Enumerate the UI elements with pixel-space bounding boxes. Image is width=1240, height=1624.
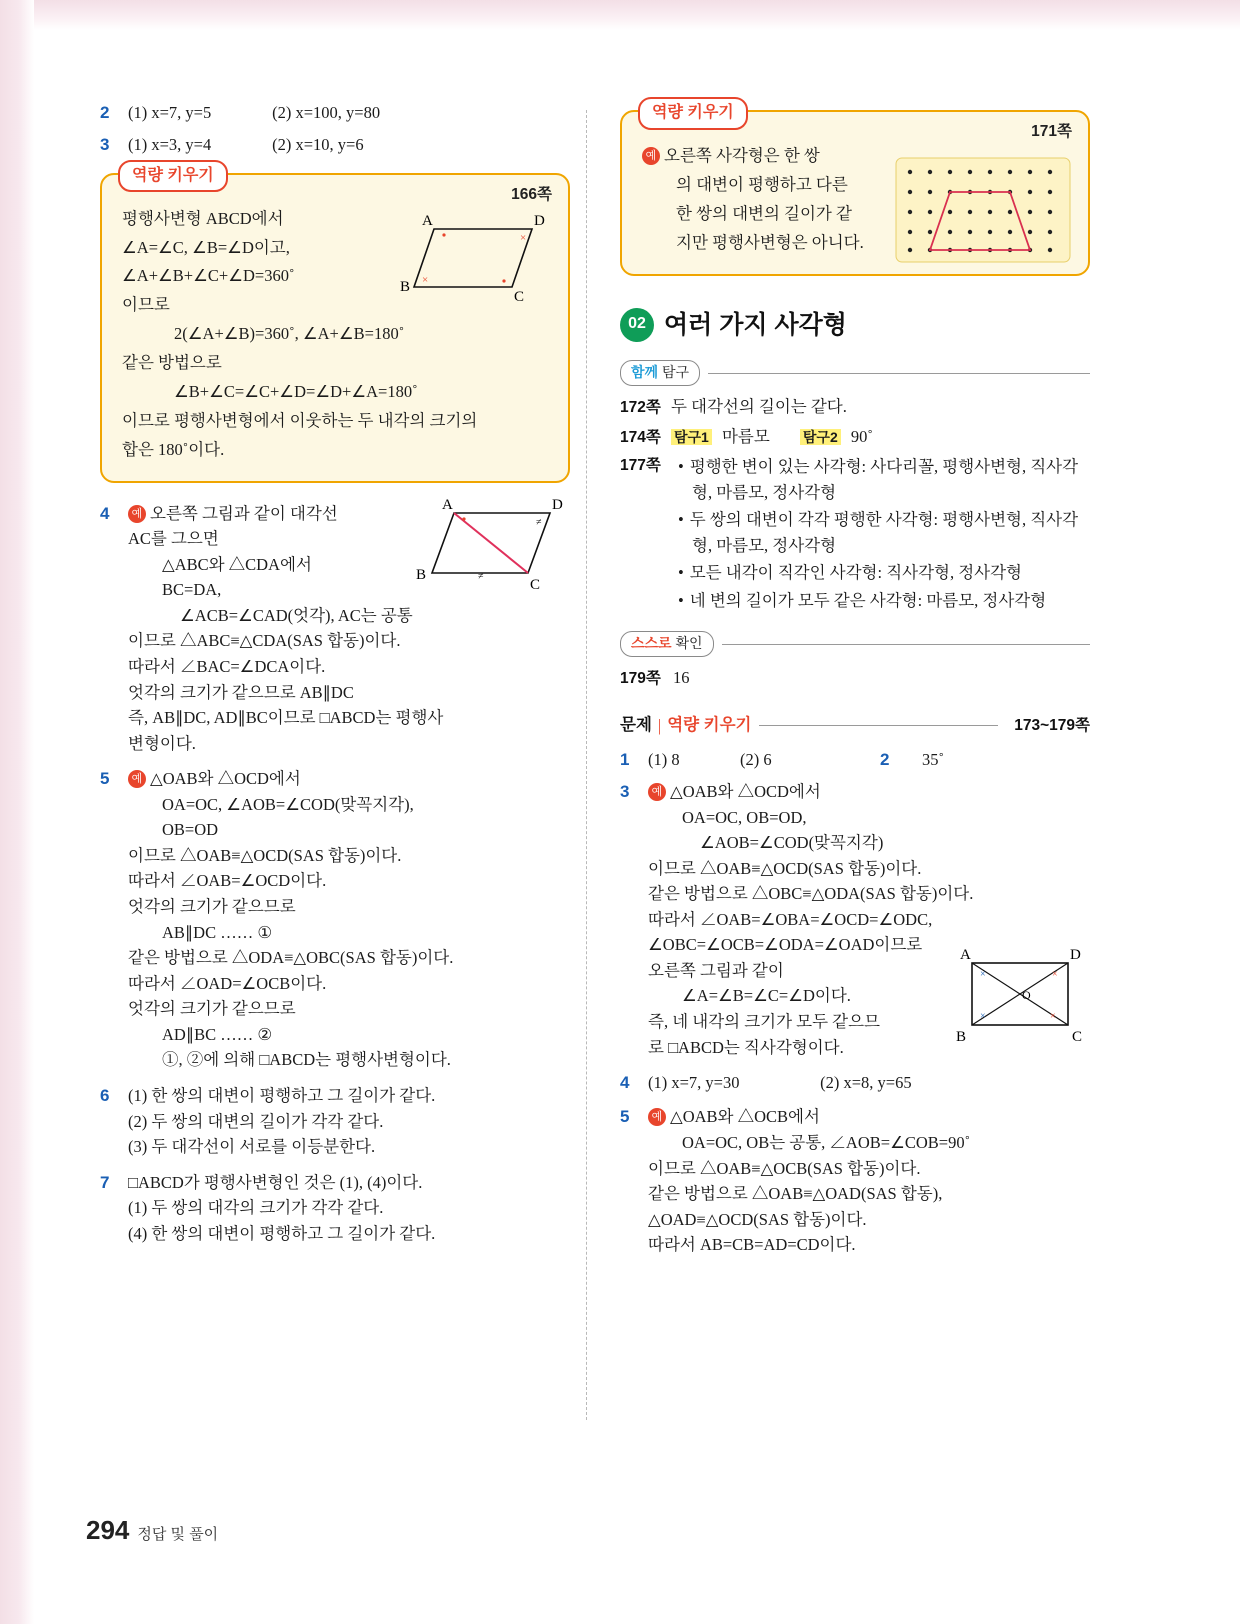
answer-item-4 — [620, 1070, 1090, 1096]
text-line: 엇각의 크기가 같으므로 — [128, 999, 296, 1019]
list-item: • 네 변의 길이가 모두 같은 사각형: 마름모, 정사각형 — [678, 588, 1090, 614]
text-line: (3) 두 대각선이 서로를 이등분한다. — [128, 1137, 376, 1157]
explore-row-177 — [620, 454, 1090, 615]
parallelogram-diagonal-figure — [410, 497, 570, 607]
capacity-body — [642, 142, 882, 258]
text-line: ∠ACB=∠CAD(엇각), AC는 공통 — [180, 605, 413, 625]
text-span: 오른쪽 그림과 같이 대각선 — [150, 503, 338, 523]
text-line: ①, ②에 의해 □ABCD는 평행사변형이다. — [162, 1050, 451, 1070]
list-item: • 두 쌍의 대변이 각각 평행한 사각형: 평행사변형, 직사각형, 마름모, 정사각형 — [678, 507, 1090, 558]
svg-text:D: D — [1070, 946, 1081, 963]
svg-text:×: × — [980, 1010, 986, 1022]
text-line: 2(∠A+∠B)=360˚, ∠A+∠B=180˚ — [174, 324, 405, 344]
answer-part: (2) x=10, y=6 — [272, 135, 364, 155]
svg-text:O: O — [1022, 987, 1031, 1002]
svg-text:×: × — [1050, 1010, 1056, 1022]
right-column — [620, 96, 1090, 1264]
svg-text:D: D — [552, 496, 563, 513]
text-span: 90˚ — [850, 426, 873, 446]
text-line: 따라서 ∠OAD=∠OCB이다. — [128, 973, 327, 993]
header-rule — [708, 373, 1090, 374]
text-line: 한 쌍의 대변의 길이가 같 — [676, 203, 852, 223]
text-line: 따라서 ∠OAB=∠OBA=∠OCD=∠ODC, — [648, 909, 933, 929]
text-span: 오른쪽 사각형은 한 쌍 — [664, 146, 820, 165]
self-check-header — [620, 631, 1090, 657]
text-line: △OAD≡△OCD(SAS 합동)이다. — [648, 1209, 867, 1229]
text-line: ∠A+∠B+∠C+∠D=360˚ — [122, 266, 295, 286]
explore-pill — [620, 360, 700, 386]
text-line: 이므로 △OAB≡△OCD(SAS 합동)이다. — [648, 858, 922, 878]
text-line: 즉, 네 내각의 크기가 모두 같으므 — [648, 1012, 880, 1032]
text-line: 로 □ABCD는 직사각형이다. — [648, 1037, 844, 1057]
list-item: • 모든 내각이 직각인 사각형: 직사각형, 정사각형 — [678, 560, 1090, 586]
answer-item-7 — [100, 1170, 570, 1247]
text-line — [648, 1104, 1090, 1130]
page-number: 294 — [86, 1515, 130, 1545]
example-badge: 예 — [128, 505, 146, 523]
text-line: 이므로 △OAB≡△OCD(SAS 합동)이다. — [128, 845, 402, 865]
capacity-box-166 — [100, 166, 570, 483]
example-badge: 예 — [648, 1108, 666, 1126]
svg-text:B: B — [416, 566, 427, 583]
text-line: 이므로 △ABC≡△CDA(SAS 합동)이다. — [128, 631, 401, 651]
text-line: 이므로 평행사변형에서 이웃하는 두 내각의 크기의 — [122, 410, 478, 430]
section-badge: 02 — [620, 308, 654, 342]
text-line: ∠AOB=∠COD(맞꼭지각) — [700, 833, 884, 853]
text-line: □ABCD가 평행사변형인 것은 (1), (4)이다. — [128, 1172, 423, 1192]
page-ref: 172쪽 — [620, 398, 661, 416]
answer-part: (2) 6 — [740, 749, 772, 769]
capacity-page-ref: 171쪽 — [1031, 123, 1072, 140]
section-header-02 — [620, 306, 1090, 345]
text-line: OA=OC, ∠AOB=∠COD(맞꼭지각), — [162, 794, 414, 814]
answer-item-3 — [100, 132, 570, 158]
text-line: (4) 한 쌍의 대변이 평행하고 그 길이가 같다. — [128, 1223, 436, 1243]
parallelogram-figure-abcd — [394, 211, 554, 311]
answer-item-5 — [620, 1104, 1090, 1257]
explore-pill-text: 탐구 — [661, 364, 690, 381]
example-badge: 예 — [128, 770, 146, 788]
svg-text:B: B — [956, 1028, 967, 1045]
self-check-row — [620, 665, 1090, 691]
page-ref: 174쪽 — [620, 428, 661, 446]
text-line: (2) 두 쌍의 대변의 길이가 각각 같다. — [128, 1111, 384, 1131]
divider-bar: | — [657, 716, 662, 736]
text-line: 지만 평행사변형은 아니다. — [676, 232, 864, 252]
header-rule — [722, 644, 1090, 645]
answer-part: (1) 8 — [648, 749, 680, 769]
text-line: ∠B+∠C=∠C+∠D=∠D+∠A=180˚ — [174, 381, 418, 401]
text-span: 두 대각선의 길이는 같다. — [670, 396, 847, 416]
svg-text:×: × — [1052, 968, 1058, 980]
answer-part: (1) x=7, y=30 — [648, 1073, 740, 1093]
svg-text:C: C — [514, 288, 525, 305]
text-line — [648, 779, 1090, 805]
svg-text:A: A — [422, 212, 433, 229]
svg-text:×: × — [422, 273, 429, 286]
example-badge: 예 — [648, 783, 666, 801]
item-number: 2 — [100, 103, 110, 122]
svg-text:A: A — [960, 946, 971, 963]
svg-text:≠: ≠ — [536, 516, 542, 528]
answer-item-6 — [100, 1083, 570, 1160]
page-ref: 177쪽 — [620, 456, 661, 474]
text-line: (1) 두 쌍의 대각의 크기가 각각 같다. — [128, 1198, 384, 1218]
text-line: 이므로 △OAB≡△OCB(SAS 합동)이다. — [648, 1158, 921, 1178]
text-span: △OAB와 △OCD에서 — [670, 781, 821, 801]
svg-text:A: A — [442, 496, 453, 513]
answer-item-1 — [620, 747, 1090, 773]
text-line — [128, 766, 570, 792]
svg-text:×: × — [520, 231, 527, 244]
text-line: 같은 방법으로 △OAB≡△OAD(SAS 합동), — [648, 1184, 943, 1204]
text-line: ∠A=∠B=∠C=∠D이다. — [682, 986, 851, 1006]
page-ref: 179쪽 — [620, 670, 661, 688]
left-column — [100, 100, 570, 1252]
svg-text:×: × — [980, 968, 986, 980]
example-badge: 예 — [642, 147, 660, 165]
explore-pill-accent: 함께 — [631, 364, 659, 381]
capacity-page-ref: 166쪽 — [511, 185, 552, 203]
text-line: BC=DA, — [162, 580, 222, 600]
text-line: OA=OC, OB=OD, — [682, 807, 807, 827]
text-line: (1) 한 쌍의 대변이 평행하고 그 길이가 같다. — [128, 1085, 436, 1105]
problem-header — [620, 713, 1090, 739]
text-line: 따라서 ∠BAC=∠DCA이다. — [128, 656, 326, 676]
text-line: 이므로 — [122, 295, 170, 315]
self-check-pill-text: 확인 — [675, 635, 703, 652]
text-line: OB=OD — [162, 820, 219, 840]
item-number: 5 — [620, 1107, 630, 1127]
problem-page-range: 173~179쪽 — [1014, 716, 1090, 734]
text-line: 합은 180˚이다. — [122, 439, 225, 459]
explore-tag-2: 탐구2 — [800, 429, 841, 445]
explore-bullet-list — [678, 454, 1090, 615]
item-number: 7 — [100, 1172, 110, 1192]
text-line: 엇각의 크기가 같으므로 AB∥DC — [128, 682, 354, 702]
header-rule — [759, 725, 998, 726]
text-line: OA=OC, OB는 공통, ∠AOB=∠COB=90˚ — [682, 1133, 971, 1153]
answer-part: (2) x=100, y=80 — [272, 103, 381, 122]
item-number: 6 — [100, 1085, 110, 1105]
answer-item-3 — [620, 779, 1090, 1060]
dot-grid-trapezoid-figure — [894, 156, 1072, 264]
text-line — [642, 142, 882, 171]
svg-text:C: C — [530, 576, 541, 593]
answer-part: (2) x=8, y=65 — [820, 1073, 912, 1093]
item-number: 5 — [100, 769, 110, 789]
text-line: 같은 방법으로 △ODA≡△OBC(SAS 합동)이다. — [128, 948, 454, 968]
section-title: 여러 가지 사각형 — [664, 310, 847, 339]
capacity-tag: 역량 키우기 — [118, 160, 228, 193]
svg-text:≠: ≠ — [478, 570, 484, 582]
text-line: 따라서 ∠OAB=∠OCD이다. — [128, 871, 327, 891]
text-line: 같은 방법으로 — [122, 353, 222, 373]
text-line: 같은 방법으로 △OBC≡△ODA(SAS 합동)이다. — [648, 884, 974, 904]
text-span: △OAB와 △OCD에서 — [150, 769, 301, 789]
item-number: 1 — [620, 749, 630, 769]
text-line: 오른쪽 그림과 같이 — [648, 960, 784, 980]
text-line: 따라서 AB=CB=AD=CD이다. — [648, 1235, 856, 1255]
answer-part: (1) x=3, y=4 — [128, 135, 212, 155]
problem-capacity-label: 역량 키우기 — [667, 716, 752, 735]
capacity-box-171 — [620, 104, 1090, 276]
text-line: 즉, AB∥DC, AD∥BC이므로 □ABCD는 평행사 — [128, 708, 444, 728]
item-number: 4 — [100, 503, 110, 523]
rectangle-diagonals-figure — [950, 947, 1090, 1052]
explore-header — [620, 360, 1090, 386]
explore-tag-1: 탐구1 — [671, 429, 712, 445]
answer-item-2 — [100, 100, 570, 126]
text-line: AB∥DC …… ① — [162, 922, 273, 942]
answer-item-4 — [100, 496, 570, 757]
text-line: AC를 그으면 — [128, 529, 219, 549]
item-number: 3 — [620, 781, 630, 801]
problem-label: 문제 — [620, 716, 652, 735]
answer-part: 35˚ — [922, 749, 944, 769]
footer-label: 정답 및 풀이 — [137, 1526, 219, 1543]
column-divider — [586, 110, 587, 1420]
answer-item-5 — [100, 766, 570, 1073]
text-line: ∠OBC=∠OCB=∠ODA=∠OAD이므로 — [648, 935, 923, 955]
text-line: △ABC와 △CDA에서 — [162, 554, 312, 574]
text-line: 엇각의 크기가 같으므로 — [128, 897, 296, 916]
svg-text:B: B — [400, 278, 411, 295]
capacity-tag: 역량 키우기 — [638, 97, 748, 130]
item-number: 3 — [100, 135, 110, 155]
text-line: 평행사변형 ABCD에서 — [122, 208, 284, 228]
svg-text:D: D — [534, 212, 545, 229]
list-item: • 평행한 변이 있는 사각형: 사다리꼴, 평행사변형, 직사각형, 마름모, 정사각형 — [678, 454, 1090, 505]
item-number: 2 — [880, 749, 890, 769]
explore-row-172 — [620, 394, 1090, 420]
text-span: 마름모 — [721, 426, 770, 446]
self-check-pill-accent: 스스로 — [631, 635, 672, 652]
text-line: 의 대변이 평행하고 다른 — [676, 174, 848, 194]
text-line: ∠A=∠C, ∠B=∠D이고, — [122, 237, 290, 257]
text-span: △OAB와 △OCB에서 — [670, 1107, 820, 1127]
answer-part: (1) x=7, y=5 — [128, 103, 212, 122]
text-line: 변형이다. — [128, 733, 196, 753]
item-number: 4 — [620, 1073, 630, 1093]
svg-text:C: C — [1072, 1028, 1083, 1045]
text-line: AD∥BC …… ② — [162, 1024, 273, 1044]
page-footer — [86, 1515, 218, 1546]
explore-row-174 — [620, 424, 1090, 450]
text-span: 16 — [672, 668, 690, 688]
self-check-pill — [620, 631, 714, 657]
